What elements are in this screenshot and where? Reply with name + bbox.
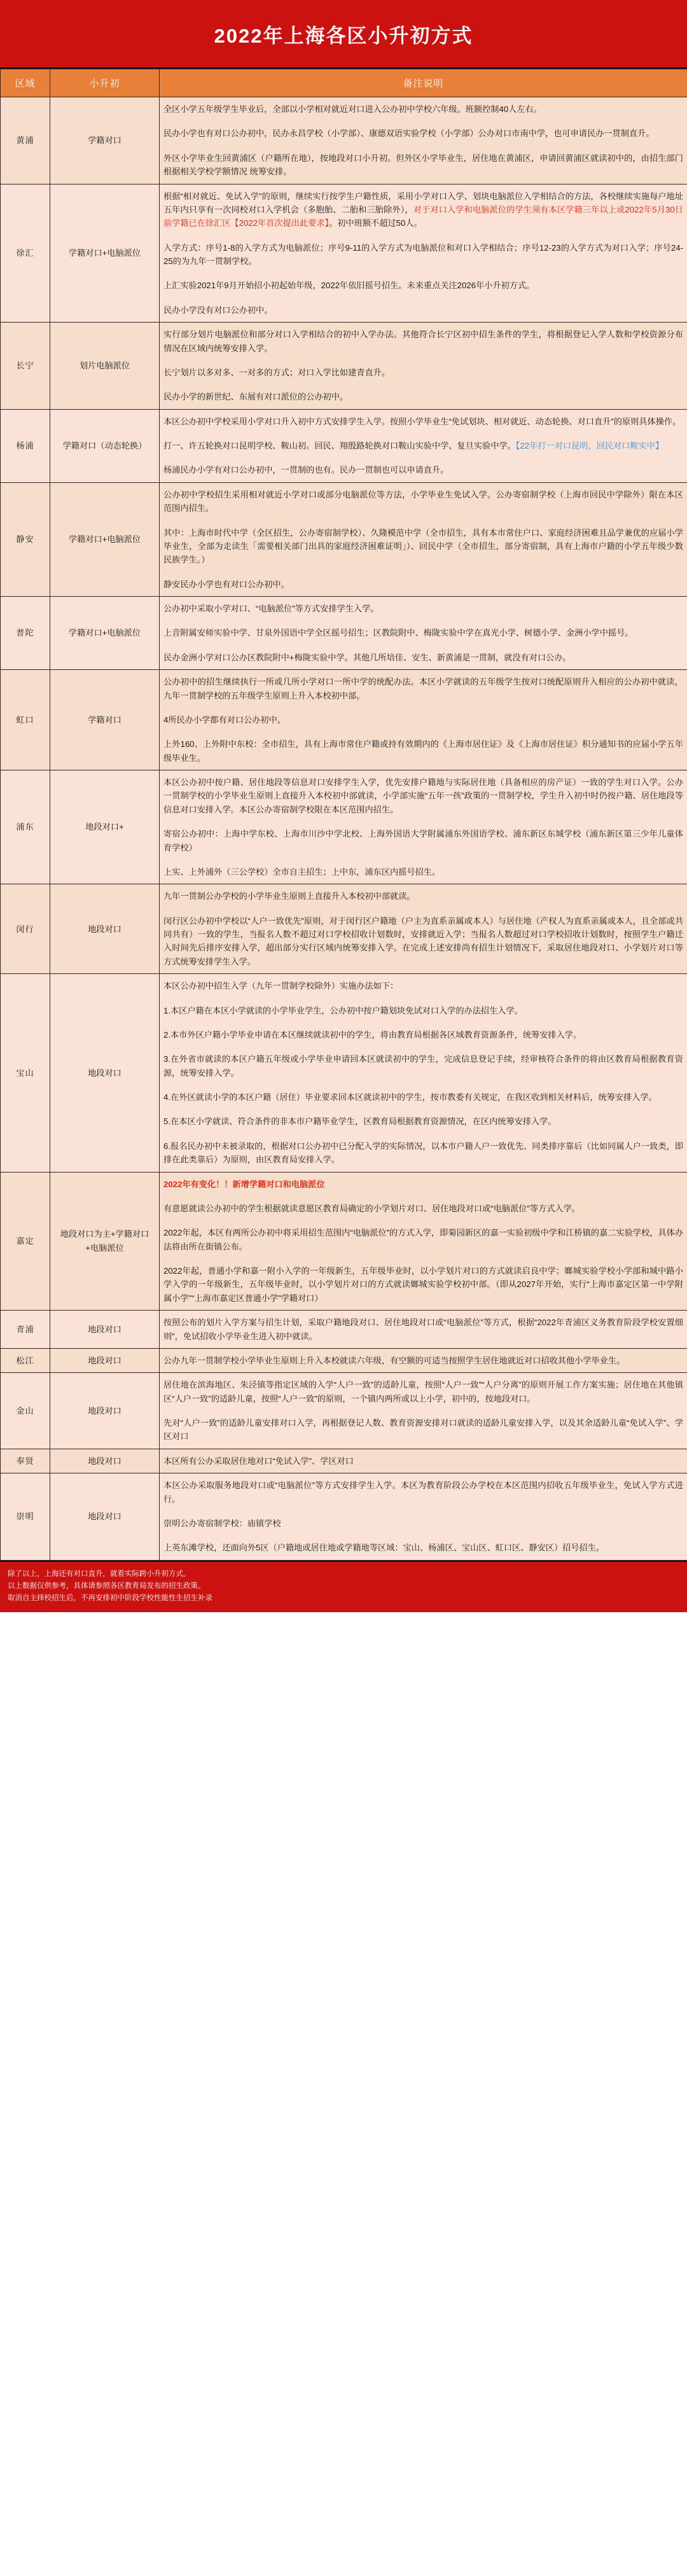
column-header-method: 小升初: [50, 69, 160, 97]
notes-paragraph: 根据“相对就近、免试入学”的原则，继续实行按学生户籍性质，采用小学对口入学、划块电脑派位入学相结合的方法，各校继续实施每户地址五年内只享有一次同校对口入学机会（多胞胎、二胎和三胎除外），对于对口入学和电脑派位的学生须有本区学籍三年以上或2022年5月30日前学籍已在徐汇区【2022年首次提出此要求】。初中班额不超过50人。: [163, 191, 683, 228]
notes-paragraph: 先对“人户一致”的适龄儿童安排对口入学，再根据登记人数、教育资源安排对口就读的适龄儿童安排入学，以及其余适龄儿童“免试入学”、学区对口: [163, 1418, 683, 1442]
notes-paragraph: 入学方式：序号1-8的入学方式为电脑派位；序号9-11的入学方式为电脑派位和对口入学相结合；序号12-23的入学方式为对口入学；序号24-25的为九年一贯制学校。: [163, 242, 683, 266]
table-body: [1, 97, 687, 1561]
notes-paragraph: 民办小学也有对口公办初中，民办永昌学校（小学部）、康德双语实验学校（小学部）公办对口市南中学，也可申请民办一贯制直升。: [163, 129, 655, 139]
cell-region: 金山: [1, 1373, 50, 1449]
table-row: [1, 1473, 687, 1561]
notes-paragraph: 崇明公办寄宿制学校：庙镇学校: [163, 1518, 281, 1528]
cell-region: 长宁: [1, 323, 50, 410]
cell-notes: [160, 409, 687, 482]
table-row: [1, 409, 687, 482]
cell-method: 学籍对口+电脑派位: [50, 482, 160, 596]
cell-notes: [160, 1311, 687, 1349]
notes-paragraph: 2.本市外区户籍小学毕业申请在本区继续就读初中的学生，将由教育局根据各区域教育资源条件，统筹安排入学。: [163, 1029, 582, 1040]
notes-paragraph: 居住地在滨海地区、朱泾镇等指定区域的入学“人户一致”的适龄儿童，按照“人户一致”“人户分离”的原则开展工作方案实施；居住地在其他镇区“人户一致”的适龄儿童，按照“人户一致”的原则，一个镇内两所或以上小学，初中的，按地段对口。: [163, 1380, 683, 1403]
notes-paragraph: 5.在本区小学就读、符合条件的非本市户籍毕业学生，区教育局根据教育资源情况，在区内统筹安排入学。: [163, 1117, 557, 1127]
notes-paragraph: 上实、上外浦外（三公学校）全市自主招生；上中东，浦东区内摇号招生。: [163, 867, 441, 877]
cell-method: 地段对口+: [50, 770, 160, 884]
cell-method: 地段对口: [50, 1473, 160, 1561]
table-row: [1, 1373, 687, 1449]
cell-notes: [160, 974, 687, 1172]
notes-paragraph: 4所民办小学都有对口公办初中。: [163, 714, 286, 725]
notes-highlight-red: 对于对口入学和电脑派位的学生须有本区学籍三年以上或2022年5月30日前学籍已在徐汇区【2022年首次提出此要求】: [163, 204, 683, 228]
notes-paragraph: 民办小学的新世纪、东展有对口派位的公办初中。: [163, 392, 349, 402]
table-row: [1, 97, 687, 184]
notes-paragraph: 上外160、上外附中东校：全市招生，具有上海市常住户籍或持有效期内的《上海市居住证》及《上海市居住证》积分通知书的应届小学五年级毕业生。: [163, 739, 683, 763]
cell-method: 地段对口为主+学籍对口+电脑派位: [50, 1172, 160, 1311]
cell-method: 学籍对口+电脑派位: [50, 597, 160, 670]
cell-region: 浦东: [1, 770, 50, 884]
footer-line-2: 以上数据仅供参考，具体请参照各区教育局发布的招生政策。: [8, 1582, 205, 1590]
cell-region: 黄浦: [1, 97, 50, 184]
cell-notes: [160, 1473, 687, 1561]
notes-paragraph: 民办小学没有对口公办初中。: [163, 305, 273, 315]
table-row: [1, 1449, 687, 1473]
cell-region: 青浦: [1, 1311, 50, 1349]
cell-method: 学籍对口（动态轮换）: [50, 409, 160, 482]
cell-region: 虹口: [1, 670, 50, 770]
notes-paragraph: 全区小学五年级学生毕业后，全部以小学相对就近对口进入公办初中学校六年级。班额控制40人左右。: [163, 104, 542, 114]
cell-notes: [160, 184, 687, 323]
notes-red-tail: 。初中班额不超过50人。: [329, 218, 422, 228]
page-footer: [0, 1561, 687, 1612]
notes-paragraph: 1.本区户籍在本区小学就读的小学毕业学生，公办初中按户籍划块免试对口入学的办法招生入学。: [163, 1005, 523, 1015]
notes-paragraph: 本区公办初中按户籍、居住地段等信息对口安排学生入学，优先安排户籍地与实际居住地（具备相应的房产证）一致的学生对口入学。公办一贯制学校的小学毕业生原则上直接升入本校初中部就读，小学部实施“五年一孩”政策的一贯制学校，学生升入初中时仍按户籍、居住地段等信息对口安排入学。本区公办寄宿制学校限在本区范围内招生。: [163, 777, 683, 814]
cell-notes: [160, 884, 687, 974]
cell-region: 松江: [1, 1348, 50, 1372]
notes-paragraph: 公办初中的招生继续执行一所或几所小学对口一所中学的统配办法。本区小学就读的五年级学生按对口统配原则升入相应的公办初中就读，九年一贯制学校的五年级学生原则上升入本校初中部。: [163, 677, 683, 700]
cell-notes: [160, 597, 687, 670]
notes-paragraph: 民办金洲小学对口公办区教院附中+梅陇实验中学。其他几所培佳、安生、新黄浦是一贯制，就没有对口公办。: [163, 652, 571, 662]
cell-region: 普陀: [1, 597, 50, 670]
table-row: [1, 482, 687, 596]
cell-method: 地段对口: [50, 884, 160, 974]
cell-region: 闵行: [1, 884, 50, 974]
cell-notes: [160, 1449, 687, 1473]
cell-region: 奉贤: [1, 1449, 50, 1473]
notes-paragraph: 本区公办初中招生入学（九年一贯制学校除外）实施办法如下：: [163, 981, 399, 991]
cell-notes: [160, 323, 687, 410]
cell-method: 学籍对口+电脑派位: [50, 184, 160, 323]
table-row: [1, 1172, 687, 1311]
notes-paragraph: 杨浦民办小学有对口公办初中，一贯制的也有。民办一贯制也可以申请直升。: [163, 465, 449, 475]
notes-paragraph: 闵行区公办初中学校以“人户一致优先”原则，对于闵行区户籍地（户主为直系亲属或本人）与居住地（产权人为直系亲属或本人，且全部或共同共有）一致的学生，当报名人数不超过对口学校招收计划数时，安排就近入学；当报名人数超过对口学校招收计划数时，按照学生户籍迁入时间先后排序安排入学，超出部分实行区域内统筹安排入学。在完成上述安排尚有招生计划情况下，采取居住地段对口、小学划片对口等方式统筹安排学生入学。: [163, 916, 683, 966]
table-row: [1, 770, 687, 884]
cell-notes: [160, 1172, 687, 1311]
notes-paragraph: 本区公办初中学校采用小学对口升入初中方式安排学生入学。按照小学毕业生“免试划块、相对就近、动态轮换、对口直升”的原则具体操作。: [163, 416, 681, 426]
cell-region: 静安: [1, 482, 50, 596]
cell-method: 地段对口: [50, 974, 160, 1172]
page-title: 2022年上海各区小升初方式: [214, 24, 473, 47]
cell-notes: [160, 482, 687, 596]
table-row: [1, 974, 687, 1172]
cell-region: 宝山: [1, 974, 50, 1172]
notes-paragraph: 3.在外省市就读的本区户籍五年级或小学毕业申请回本区就读初中的学生，完成信息登记手续，经审核符合条件的将由区教育局根据教育资源，统筹安排入学。: [163, 1054, 683, 1078]
notes-paragraph: 2022年起，本区有两所公办初中将采用招生范围内“电脑派位”的方式入学，即菊园新区的嘉一实验初级中学和江桥镇的嘉二实验学校，具体办法将由所在街镇公布。: [163, 1228, 683, 1251]
cell-notes: [160, 770, 687, 884]
notes-paragraph: 上音附属安师实验中学、甘泉外国语中学全区摇号招生；区教院附中、梅陇实验中学在真光小学、树德小学、金洲小学中摇号。: [163, 628, 634, 638]
cell-method: 划片电脑派位: [50, 323, 160, 410]
cell-notes: [160, 1373, 687, 1449]
cell-method: 地段对口: [50, 1311, 160, 1349]
notes-paragraph: 本区所有公办采取居住地对口“免试入学”、学区对口: [163, 1456, 354, 1466]
notes-paragraph: 6.报名民办初中未被录取的，根据对口公办初中已分配入学的实际情况，以本市户籍人户一致优先、同类排序靠后（比如同属人户一致类，即排在此类靠后）为原则，由区教育局安排入学。: [163, 1141, 683, 1165]
notes-paragraph: 上英东滩学校，还面向外5区（户籍地或居住地或学籍地等区域：宝山、杨浦区、宝山区、虹口区、静安区）招号招生。: [163, 1543, 605, 1553]
cell-method: 地段对口: [50, 1373, 160, 1449]
notes-paragraph: 寄宿公办初中：上海中学东校、上海市川沙中学北校、上海外国语大学附属浦东外国语学校、浦东新区东城学校（浦东新区第三少年儿童体育学校）: [163, 829, 683, 853]
notes-paragraph: 公办初中学校招生采用相对就近小学对口或部分电脑派位等方法，小学毕业生免试入学。公办寄宿制学校（上海市回民中学除外）限在本区范围内招生。: [163, 489, 683, 513]
cell-region: 杨浦: [1, 409, 50, 482]
column-header-region: 区域: [1, 69, 50, 97]
notes-paragraph: 九年一贯制公办学校的小学毕业生原则上直接升入本校初中部就读。: [163, 891, 415, 902]
notes-paragraph: 实行部分划片电脑派位和部分对口入学相结合的初中入学办法。其他符合长宁区初中招生条件的学生，将根据登记入学人数和学校资源分布情况在区域内统筹安排入学。: [163, 330, 683, 353]
table-header: [1, 69, 687, 97]
cell-method: 地段对口: [50, 1348, 160, 1372]
notes-paragraph: 2022年起，普通小学和嘉一附小入学的一年级新生，五年级毕业时，以小学划片对口的方式就读启良中学；嫏城实验学校小学部和城中路小学入学的一年级新生，五年级毕业时，以小学划片对口的方式就读嫏城实验学校初中部。（即从2027年开始，实行“上海市嘉定区第一中学附属小学”“上海市嘉定区普通小学”学籍对口）: [163, 1266, 683, 1303]
notes-highlight-blue: 【22年打一对口昆明，回民对口鞍实中】: [515, 441, 664, 450]
notes-paragraph: 打一、许五轮换对口昆明学校、鞍山初。回民、翔殷路轮换对口鞍山实验中学、复旦实验中学。【22年打一对口昆明，回民对口鞍实中】: [163, 441, 664, 450]
cell-notes: [160, 670, 687, 770]
notes-paragraph: 公办九年一贯制学校小学毕业生原则上升入本校就读六年级，有空额的可适当按照学生居住地就近对口招收其他小学毕业生。: [163, 1355, 625, 1365]
notes-paragraph: 本区公办采取服务地段对口或“电脑派位”等方式安排学生入学。本区为教育阶段公办学校在本区范围内招收五年级毕业生，免试入学方式进行。: [163, 1480, 683, 1504]
notes-paragraph: 长宁划片以多对多、一对多的方式；对口入学比如建青直升。: [163, 367, 391, 377]
notes-paragraph: 4.在外区就读小学的本区户籍（居住）毕业要求回本区就读初中的学生，按市教委有关规定，在我区收到相关材料后，统筹安排入学。: [163, 1092, 657, 1102]
table-row: [1, 1348, 687, 1372]
cell-region: 徐汇: [1, 184, 50, 323]
cell-method: 学籍对口: [50, 670, 160, 770]
table-row: [1, 1311, 687, 1349]
cell-method: 学籍对口: [50, 97, 160, 184]
page-banner: [0, 0, 687, 69]
cell-notes: [160, 1348, 687, 1372]
notes-paragraph: 静安民办小学也有对口公办初中。: [163, 579, 289, 589]
table-row: [1, 597, 687, 670]
table-row: [1, 184, 687, 323]
table-row: [1, 884, 687, 974]
notes-paragraph: 按照公布的划片入学方案与招生计划，采取户籍地段对口、居住地段对口或“电脑派位”等方式，根据“2022年青浦区义务教育阶段学校安置细则”，免试招收小学毕业生进入初中就读。: [163, 1318, 683, 1341]
table-row: [1, 670, 687, 770]
districts-table: [0, 69, 687, 1561]
column-header-notes: 备注说明: [160, 69, 687, 97]
cell-region: 崇明: [1, 1473, 50, 1561]
notes-highlight-red-heading: 2022年有变化！！新增学籍对口和电脑派位: [163, 1179, 325, 1189]
cell-method: 地段对口: [50, 1449, 160, 1473]
notes-paragraph: 其中：上海市时代中学（全区招生，公办寄宿制学校）、久隆模范中学（全市招生，具有本市常住户口、家庭经济困难且品学兼优的应届小学毕业生，全部为走读生「需要相关部门出具的家庭经济困难证明」）、回民中学（全市招生，部分寄宿制，具有上海市户籍的小学五年级少数民族学生。）: [163, 527, 683, 565]
notes-paragraph: 外区小学毕业生回黄浦区（户籍所在地），按地段对口小升初。但外区小学毕业生，居住地在黄浦区，申请回黄浦区就读初中的，由招生部门根据相关学校学额情况 统筹安排。: [163, 153, 683, 177]
cell-notes: [160, 97, 687, 184]
footer-line-3: 取消自主择校招生后，不再安排初中阶段学校性能性生招生补录: [8, 1594, 212, 1602]
notes-paragraph: 有意愿就读公办初中的学生根据就读意愿区教育局确定的小学划片对口、居住地段对口或“电脑派位”等方式入学。: [163, 1203, 580, 1213]
footer-line-1: 除了以上，上海还有对口直升，就看实际跨小升初方式。: [8, 1570, 191, 1578]
notes-paragraph: 上汇实验2021年9月开始招小初起始年级，2022年依旧摇号招生。未来重点关注2026年小升初方式。: [163, 281, 535, 291]
table-row: [1, 323, 687, 410]
cell-region: 嘉定: [1, 1172, 50, 1311]
notes-paragraph: 公办初中采取小学对口、“电脑派位”等方式安排学生入学。: [163, 604, 379, 613]
header-row: [1, 69, 687, 97]
